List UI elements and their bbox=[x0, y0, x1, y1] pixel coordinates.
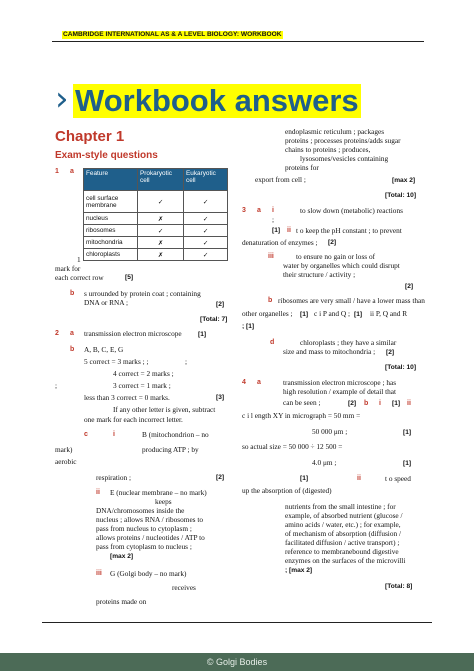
answer-text: nucleus ; allows RNA / ribosomes to bbox=[96, 515, 204, 524]
answer-text: up the absorption of (digested) bbox=[242, 486, 332, 495]
question-total: [Total: 10] bbox=[385, 192, 417, 199]
answer-text: ; bbox=[55, 381, 58, 390]
tick-cell: ✓ bbox=[184, 225, 228, 237]
answer-text: aerobic bbox=[55, 457, 77, 466]
footer-watermark: © Golgi Bodies bbox=[0, 653, 474, 671]
question-number: 3 bbox=[242, 207, 246, 214]
answer-text: B (mitochondrion – no bbox=[142, 430, 209, 439]
answer-text: other organelles ; bbox=[242, 309, 293, 318]
feature-cell: ribosomes bbox=[84, 225, 138, 237]
answer-text: 4 correct = 2 marks ; bbox=[113, 369, 174, 378]
answer-text: transmission electron microscope ; has bbox=[283, 378, 397, 387]
question-total: [Total: 8] bbox=[385, 583, 413, 590]
answer-text: respiration ; bbox=[96, 473, 132, 482]
answer-text: t o keep the pH constant ; to prevent bbox=[296, 226, 402, 235]
header-rule bbox=[52, 41, 424, 42]
cross-cell: ✗ bbox=[138, 213, 184, 225]
answer-text: can be seen ; bbox=[283, 398, 321, 407]
marks: [1] bbox=[403, 429, 412, 436]
roman-label: ii bbox=[96, 489, 100, 496]
answer-text: one mark for each incorrect letter. bbox=[84, 415, 183, 424]
answer-text: pass from cytoplasm to nucleus ; bbox=[96, 542, 192, 551]
answer-text: If any other letter is given, subtract bbox=[113, 405, 216, 414]
marks: [2] bbox=[348, 400, 357, 407]
roman-label: ii bbox=[357, 475, 361, 482]
answer-text: 50 000 μm ; bbox=[312, 427, 348, 436]
marks: [1] bbox=[272, 227, 281, 234]
cell-comparison-table bbox=[83, 168, 228, 261]
marks: [3] bbox=[216, 394, 225, 401]
table-header-row bbox=[84, 169, 228, 191]
answer-text: to ensure no gain or loss of bbox=[296, 252, 376, 261]
column-header: Feature bbox=[84, 169, 138, 191]
marks: [1] bbox=[198, 331, 207, 338]
answer-text: pass from nucleus to cytoplasm ; bbox=[96, 524, 192, 533]
section-heading: Exam-style questions bbox=[55, 150, 158, 161]
marks: [1] bbox=[403, 460, 412, 467]
answer-text: size and mass to mitochondria ; bbox=[283, 347, 376, 356]
answer-text: so actual size = 50 000 ÷ 12 500 = bbox=[242, 442, 343, 451]
answer-text: s urrounded by protein coat ; containing bbox=[84, 289, 201, 298]
answer-text: ; bbox=[272, 215, 275, 224]
answer-text: lysosomes/vesicles containing bbox=[300, 154, 389, 163]
answer-text: E (nuclear membrane – no mark) bbox=[110, 488, 207, 497]
answer-text: 4.0 μm ; bbox=[312, 458, 337, 467]
feature-cell: chloroplasts bbox=[84, 249, 138, 261]
cross-cell: ✗ bbox=[138, 249, 184, 261]
page-title: Workbook answers bbox=[75, 83, 359, 118]
chapter-heading: Chapter 1 bbox=[55, 128, 125, 145]
answer-text: reference to membranebound digestive bbox=[285, 547, 399, 556]
answer-text: allows proteins / nucleotides / ATP to bbox=[96, 533, 205, 542]
answer-text: amino acids / water, etc.) ; for example, bbox=[285, 520, 401, 529]
answer-text: ii P, Q and R bbox=[370, 309, 408, 318]
marks: [2] bbox=[386, 349, 395, 356]
table-row bbox=[84, 225, 228, 237]
marks: [1] bbox=[300, 311, 309, 318]
answer-text: DNA or RNA ; bbox=[84, 298, 128, 307]
roman-label: i bbox=[272, 207, 274, 214]
marks: [max 2] bbox=[110, 553, 134, 560]
answer-text: receives bbox=[172, 583, 196, 592]
answer-text: high resolution / example of detail that bbox=[283, 387, 397, 396]
marks: [max 2] bbox=[392, 177, 416, 184]
question-number: 4 bbox=[242, 379, 246, 386]
answer-text: c i l ength XY in micrograph = 50 mm = bbox=[242, 411, 361, 420]
table-row bbox=[84, 249, 228, 261]
answer-text: ; bbox=[185, 357, 188, 366]
marks: ; [max 2] bbox=[285, 567, 313, 574]
marks: [2] bbox=[216, 301, 225, 308]
answer-text: nutrients from the small intestine ; for bbox=[285, 502, 396, 511]
answer-text: proteins for bbox=[285, 163, 319, 172]
part-label: b bbox=[70, 346, 75, 353]
answer-text: chains to proteins ; produces, bbox=[285, 145, 371, 154]
answer-text: c i P and Q ; bbox=[314, 309, 351, 318]
question-number: 1 bbox=[55, 168, 59, 175]
marks: [1] bbox=[354, 311, 363, 318]
table-row bbox=[84, 213, 228, 225]
answer-text: 3 correct = 1 mark ; bbox=[113, 381, 171, 390]
roman-label: i bbox=[379, 400, 381, 407]
tick-cell: ✓ bbox=[138, 191, 184, 213]
part-label: a bbox=[257, 207, 261, 214]
roman-label: i bbox=[113, 431, 115, 438]
question-total: [Total: 10] bbox=[385, 364, 417, 371]
answer-text: DNA/chromosomes inside the bbox=[96, 506, 185, 515]
part-label: a bbox=[257, 379, 261, 386]
answer-text: 5 correct = 3 marks ; ; bbox=[84, 357, 149, 366]
tick-cell: ✓ bbox=[184, 191, 228, 213]
answer-text: G (Golgi body – no mark) bbox=[110, 569, 187, 578]
running-header: CAMBRIDGE INTERNATIONAL AS & A LEVEL BIOLOGY: WORKBOOK bbox=[63, 31, 282, 38]
marks: [1] bbox=[300, 475, 309, 482]
table-row bbox=[84, 237, 228, 249]
answer-text: proteins made on bbox=[96, 597, 147, 606]
part-label: b bbox=[364, 400, 369, 407]
tick-cell: ✓ bbox=[138, 225, 184, 237]
roman-label: ii bbox=[407, 400, 411, 407]
roman-label: ii bbox=[287, 227, 291, 234]
answer-text: mark for bbox=[55, 264, 81, 273]
answer-text: producing ATP ; by bbox=[142, 445, 199, 454]
question-number: 2 bbox=[55, 330, 59, 337]
answer-text: of mechanism of absorption (diffusion / bbox=[285, 529, 401, 538]
marks: ; [1] bbox=[242, 323, 255, 330]
table-row bbox=[84, 191, 228, 213]
answer-text: each correct row bbox=[55, 273, 104, 282]
answer-text: their structure / activity ; bbox=[283, 270, 356, 279]
answer-text: proteins ; processes proteins/adds sugar bbox=[285, 136, 401, 145]
part-label: a bbox=[70, 168, 74, 175]
answer-text: chloroplasts ; they have a similar bbox=[300, 338, 397, 347]
feature-cell: nucleus bbox=[84, 213, 138, 225]
marks: [5] bbox=[125, 274, 134, 281]
answer-text: less than 3 correct = 0 marks. bbox=[84, 393, 170, 402]
answer-text: enzymes on the surfaces of the microvilli bbox=[285, 556, 406, 565]
answer-text: mark) bbox=[55, 445, 73, 454]
chevron-icon: › bbox=[55, 79, 69, 119]
question-total: [Total: 7] bbox=[200, 316, 228, 323]
answer-text: endoplasmic reticulum ; packages bbox=[285, 127, 385, 136]
marks: [2] bbox=[405, 283, 414, 290]
roman-label: iii bbox=[96, 570, 102, 577]
feature-cell: cell surface membrane bbox=[84, 191, 138, 213]
cross-cell: ✗ bbox=[138, 237, 184, 249]
part-label: d bbox=[270, 339, 275, 346]
part-label: c bbox=[84, 431, 88, 438]
answer-text: to slow down (metabolic) reactions bbox=[300, 206, 403, 215]
marks: [2] bbox=[328, 239, 337, 246]
part-label: b bbox=[268, 297, 273, 304]
answer-text: water by organelles which could disrupt bbox=[283, 261, 400, 270]
tick-cell: ✓ bbox=[184, 213, 228, 225]
answer-text: facilitated diffusion / active transport) ; bbox=[285, 538, 400, 547]
roman-label: iii bbox=[268, 253, 274, 260]
marks: [1] bbox=[392, 400, 401, 407]
marks: [2] bbox=[216, 474, 225, 481]
answer-text: export from cell ; bbox=[255, 175, 306, 184]
answer-text: denaturation of enzymes ; bbox=[242, 238, 318, 247]
answer-text: t o speed bbox=[385, 474, 411, 483]
part-label: b bbox=[70, 290, 75, 297]
footer-rule bbox=[42, 622, 432, 623]
column-header: Eukaryotic cell bbox=[184, 169, 228, 191]
answer-text: transmission electron microscope bbox=[84, 329, 182, 338]
feature-cell: mitochondria bbox=[84, 237, 138, 249]
answer-text: example, of absorbed nutrient (glucose / bbox=[285, 511, 403, 520]
answer-text: keeps bbox=[155, 497, 172, 506]
row-number: 1 bbox=[77, 255, 81, 264]
answer-text: ribosomes are very small / have a lower mass than bbox=[278, 296, 425, 305]
tick-cell: ✓ bbox=[184, 237, 228, 249]
answer-text: A, B, C, E, G bbox=[84, 345, 124, 354]
column-header: Prokaryotic cell bbox=[138, 169, 184, 191]
tick-cell: ✓ bbox=[184, 249, 228, 261]
part-label: a bbox=[70, 330, 74, 337]
